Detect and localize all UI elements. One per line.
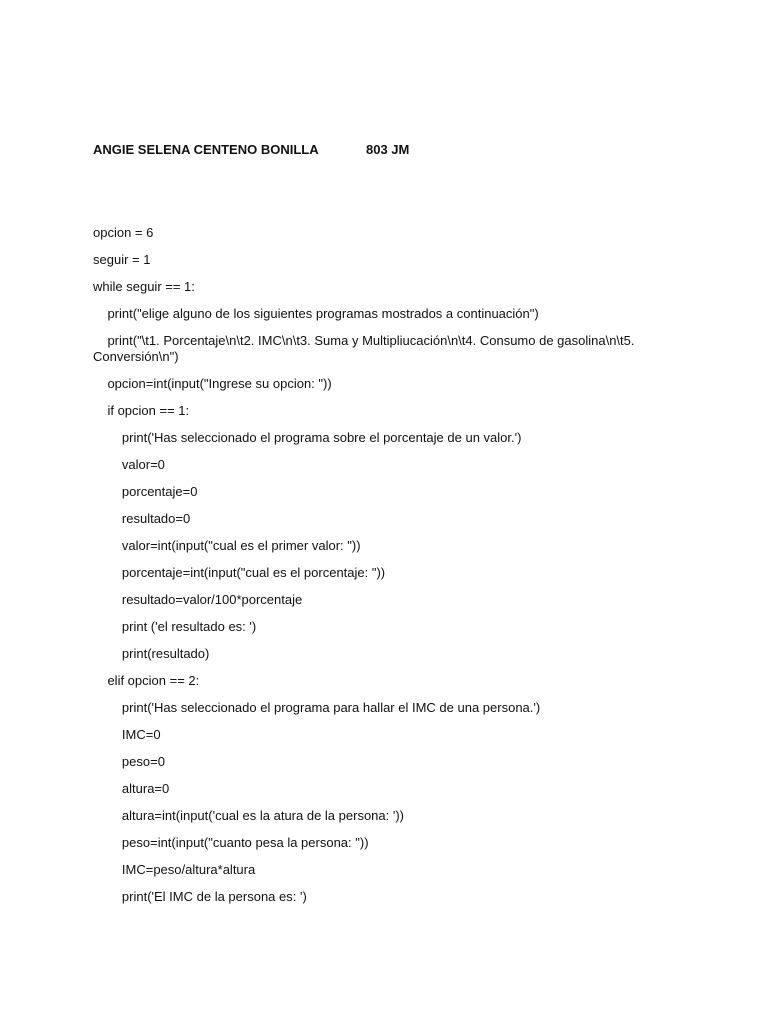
code-line: print(resultado) [93,646,210,661]
code-line: altura=int(input('cual es la atura de la persona: ')) [93,808,404,823]
code-line: opcion=int(input("Ingrese su opcion: ")) [93,376,332,391]
code-line: peso=0 [93,754,165,769]
code-line: print("\t1. Porcentaje\n\t2. IMC\n\t3. Suma y Multipliucación\n\t4. Consumo de gasolina\n\t5. Conversión\n") [93,333,639,364]
code-line: resultado=valor/100*porcentaje [93,592,303,607]
code-line: print('Has seleccionado el programa para hallar el IMC de una persona.') [93,700,541,715]
code-line: if opcion == 1: [93,403,190,418]
code-line: valor=int(input("cual es el primer valor: ")) [93,538,361,553]
group-code: 803 JM [366,142,410,157]
code-block [93,225,673,905]
code-line: print("elige alguno de los siguientes programas mostrados a continuación") [93,306,539,321]
code-line: valor=0 [93,457,165,472]
code-line: opcion = 6 [93,225,154,240]
code-line: print('Has seleccionado el programa sobre el porcentaje de un valor.') [93,430,522,445]
author-name: ANGIE SELENA CENTENO BONILLA [93,142,319,157]
code-line: print('El IMC de la persona es: ') [93,889,307,904]
code-line: peso=int(input("cuanto pesa la persona: ")) [93,835,369,850]
code-line: seguir = 1 [93,252,151,267]
code-line: porcentaje=int(input("cual es el porcentaje: ")) [93,565,386,580]
code-line: while seguir == 1: [93,279,195,294]
code-line: IMC=peso/altura*altura [93,862,256,877]
code-line: IMC=0 [93,727,161,742]
code-line: elif opcion == 2: [93,673,200,688]
code-line: porcentaje=0 [93,484,198,499]
code-line: altura=0 [93,781,170,796]
code-line: print ('el resultado es: ') [93,619,257,634]
code-line: resultado=0 [93,511,191,526]
